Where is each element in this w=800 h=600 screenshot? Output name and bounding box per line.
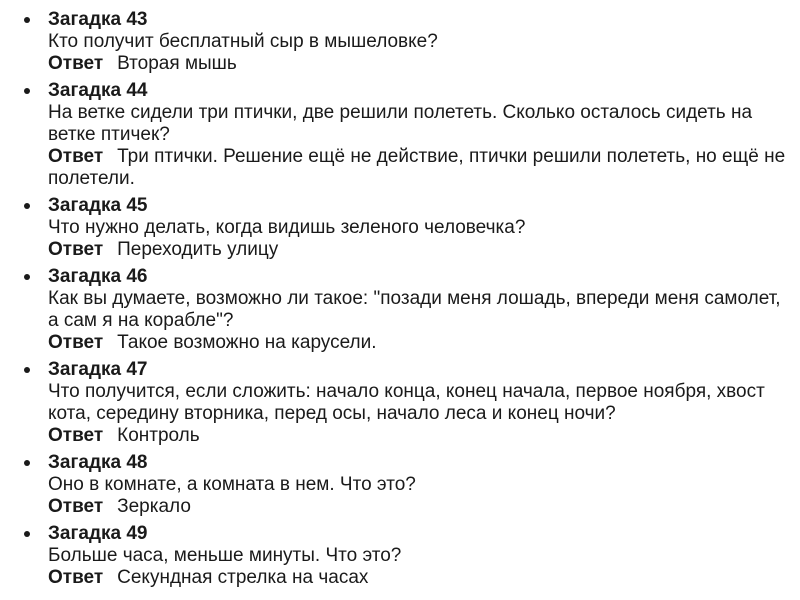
bullet-icon [24, 88, 30, 94]
list-item [24, 452, 794, 518]
answer-label: Ответ [48, 425, 104, 446]
list-item [24, 195, 794, 261]
answer-label: Ответ [48, 496, 104, 517]
riddle-answer: Такое возможно на карусели. [117, 332, 377, 353]
riddle-answer: Секундная стрелка на часах [117, 567, 369, 588]
list-item [24, 523, 794, 589]
riddle-title: Загадка 43 [48, 9, 148, 30]
riddle-answer: Зеркало [117, 496, 191, 517]
riddle-question: Как вы думаете, возможно ли такое: "позади меня лошадь, впереди меня самолет, а сам я на корабле"? [48, 288, 781, 331]
riddle-title: Загадка 44 [48, 80, 148, 101]
answer-label: Ответ [48, 239, 104, 260]
list-item [24, 9, 794, 75]
riddle-question: Больше часа, меньше минуты. Что это? [48, 545, 402, 566]
riddle-question: Что получится, если сложить: начало конца, конец начала, первое ноября, хвост кота, середину вторника, перед осы, начало леса и конец ночи? [48, 381, 765, 424]
riddle-question: Что нужно делать, когда видишь зеленого человечка? [48, 217, 526, 238]
list-item [24, 359, 794, 447]
answer-label: Ответ [48, 567, 104, 588]
riddle-title: Загадка 47 [48, 359, 148, 380]
list-item [24, 80, 794, 190]
bullet-icon [24, 460, 30, 466]
riddle-question: Оно в комнате, а комната в нем. Что это? [48, 474, 416, 495]
answer-label: Ответ [48, 53, 104, 74]
riddle-list [24, 9, 794, 594]
bullet-icon [24, 17, 30, 23]
riddle-title: Загадка 49 [48, 523, 148, 544]
bullet-icon [24, 531, 30, 537]
answer-label: Ответ [48, 332, 104, 353]
riddle-answer: Контроль [117, 425, 200, 446]
riddle-title: Загадка 46 [48, 266, 148, 287]
list-item [24, 266, 794, 354]
riddle-question: Кто получит бесплатный сыр в мышеловке? [48, 31, 438, 52]
riddle-title: Загадка 45 [48, 195, 148, 216]
bullet-icon [24, 367, 30, 373]
answer-label: Ответ [48, 146, 104, 167]
bullet-icon [24, 203, 30, 209]
riddle-title: Загадка 48 [48, 452, 148, 473]
bullet-icon [24, 274, 30, 280]
riddle-answer: Переходить улицу [117, 239, 279, 260]
riddle-answer: Три птички. Решение ещё не действие, птички решили полететь, но ещё не полетели. [48, 146, 786, 189]
riddle-answer: Вторая мышь [117, 53, 237, 74]
riddle-question: На ветке сидели три птички, две решили полететь. Сколько осталось сидеть на ветке птичек? [48, 102, 753, 145]
